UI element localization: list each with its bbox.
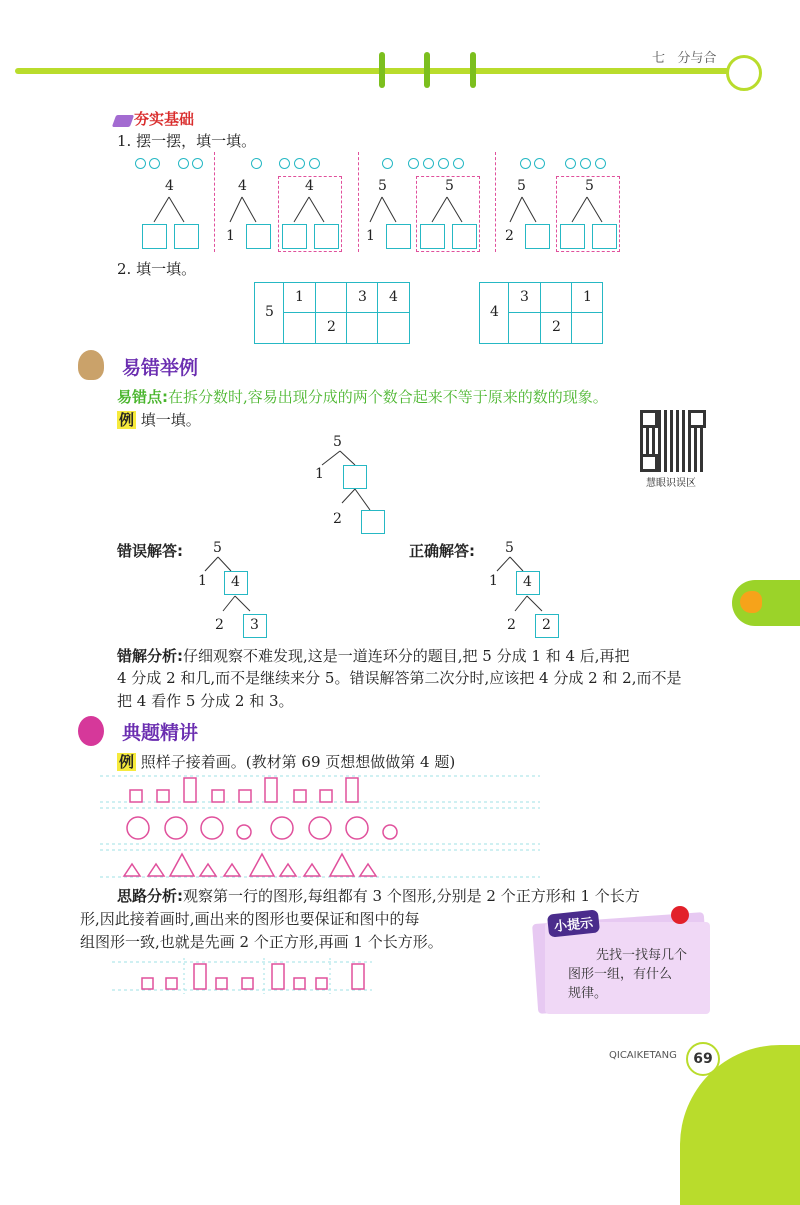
pattern-drawing (100, 772, 550, 882)
answer-box[interactable] (343, 465, 367, 489)
answer-box (224, 571, 248, 595)
answer-box[interactable] (420, 224, 445, 249)
example-text: 填一填。 (140, 411, 201, 429)
answer-box[interactable] (174, 224, 199, 249)
tree-branches (222, 195, 272, 225)
tree-n1: 1 (198, 573, 207, 589)
fish-icon (740, 591, 762, 613)
header-pin-3 (470, 52, 476, 88)
answer-box (243, 614, 267, 638)
box-value: 4 (231, 574, 240, 590)
tree-top: 5 (213, 540, 222, 556)
mascot-icon (726, 55, 762, 91)
split-table-1 (254, 282, 410, 344)
table-cell: 2 (552, 319, 561, 335)
tree-n1: 1 (315, 466, 324, 482)
q1-text: 1. 摆一摆，填一填。 (117, 132, 257, 150)
analysis-label: 错解分析: (117, 647, 183, 665)
right-label: 正确解答: (409, 542, 475, 560)
example-tag: 例 (119, 753, 135, 771)
table-whole: 5 (265, 304, 274, 320)
separator (358, 152, 359, 252)
tree-top: 5 (505, 540, 514, 556)
answer-box[interactable] (246, 224, 271, 249)
think-label: 思路分析: (117, 887, 183, 905)
tree-branches (420, 195, 480, 225)
page-number: 69 (686, 1042, 720, 1076)
tree-branches (140, 195, 210, 225)
answer-box[interactable] (386, 224, 411, 249)
tree-branches (502, 195, 552, 225)
separator (495, 152, 496, 252)
answer-box[interactable] (361, 510, 385, 534)
table-whole: 4 (490, 304, 499, 320)
answer-box (535, 614, 559, 638)
section1-title: 夯实基础 (134, 110, 195, 128)
tip-line-3: 规律。 (568, 986, 608, 1001)
section-icon-pencil (112, 115, 134, 127)
tree-top: 5 (378, 178, 387, 194)
tree-top: 4 (238, 178, 247, 194)
tree-left-number: 1 (226, 228, 235, 244)
table-cell: 1 (583, 289, 592, 305)
mascot-icon-bird (78, 350, 104, 380)
table-cell: 3 (520, 289, 529, 305)
tree-branches (300, 445, 420, 535)
wrong-label: 错误解答: (117, 542, 183, 560)
tip-line-2: 图形一组，有什么 (568, 967, 673, 982)
header-pin-2 (424, 52, 430, 88)
think-line-1: 观察第一行的图形,每组都有 3 个图形,分别是 2 个正方形和 1 个长方 (183, 887, 640, 905)
example-tag: 例 (119, 411, 135, 429)
example-text: 照样子接着画。(教材第 69 页想想做做第 4 题) (140, 753, 456, 771)
tree-top: 5 (333, 434, 342, 450)
tip-line-1: 先找一找每几个 (596, 948, 688, 963)
tip-title: 小提示 (547, 909, 600, 937)
analysis-line-1: 仔细观察不难发现,这是一道连环分的题目,把 5 分成 1 和 4 后,再把 (183, 647, 630, 665)
q2-text: 2. 填一填。 (117, 260, 197, 278)
tree-top: 4 (165, 178, 174, 194)
tree-top: 5 (445, 178, 454, 194)
mascot-icon-ball (78, 716, 104, 746)
table-cell: 2 (327, 319, 336, 335)
answer-box[interactable] (282, 224, 307, 249)
answer-box[interactable] (560, 224, 585, 249)
qr-code[interactable] (640, 410, 706, 472)
tree-branches (362, 195, 412, 225)
tree-left-number: 2 (505, 228, 514, 244)
answer-box (516, 571, 540, 595)
tree-n2: 2 (507, 617, 516, 633)
error-point-text: 在拆分数时,容易出现分成的两个数合起来不等于原来的数的现象。 (168, 388, 608, 406)
answer-box[interactable] (525, 224, 550, 249)
answer-drawing (112, 956, 382, 996)
box-value: 4 (523, 574, 532, 590)
box-value: 2 (542, 617, 551, 633)
section3-title: 典题精讲 (122, 722, 199, 744)
tree-left-number: 1 (366, 228, 375, 244)
header-bar (15, 68, 735, 74)
table-cell: 1 (295, 289, 304, 305)
analysis-line-3: 把 4 看作 5 分成 2 和 3。 (117, 692, 294, 710)
header-pin-1 (379, 52, 385, 88)
section2-title: 易错举例 (122, 357, 199, 379)
think-line-2: 形,因此接着画时,画出来的图形也要保证和图中的每 (80, 910, 420, 928)
qr-caption: 慧眼识误区 (646, 478, 696, 489)
separator (214, 152, 215, 252)
tree-n2: 2 (215, 617, 224, 633)
chapter-number: 七 (652, 51, 666, 66)
analysis-line-2: 4 分成 2 和几,而不是继续来分 5。错误解答第二次分时,应该把 4 分成 2 和 2,而不是 (117, 669, 682, 687)
box-value: 3 (250, 617, 259, 633)
tree-top: 5 (517, 178, 526, 194)
answer-box[interactable] (314, 224, 339, 249)
tree-top: 4 (305, 178, 314, 194)
tree-n1: 1 (489, 573, 498, 589)
tree-n2: 2 (333, 511, 342, 527)
table-cell: 3 (358, 289, 367, 305)
table-cell: 4 (389, 289, 398, 305)
think-line-3: 组图形一致,也就是先画 2 个正方形,再画 1 个长方形。 (80, 933, 443, 951)
answer-box[interactable] (592, 224, 617, 249)
tree-top: 5 (585, 178, 594, 194)
error-point-label: 易错点: (117, 388, 168, 406)
answer-box[interactable] (452, 224, 477, 249)
split-table-2 (479, 282, 603, 344)
pushpin-icon (671, 906, 689, 924)
footer-brand: QICAIKETANG (609, 1050, 677, 1061)
answer-box[interactable] (142, 224, 167, 249)
tree-branches (282, 195, 342, 225)
tree-branches (560, 195, 620, 225)
chapter-title: 分与合 (677, 51, 717, 66)
